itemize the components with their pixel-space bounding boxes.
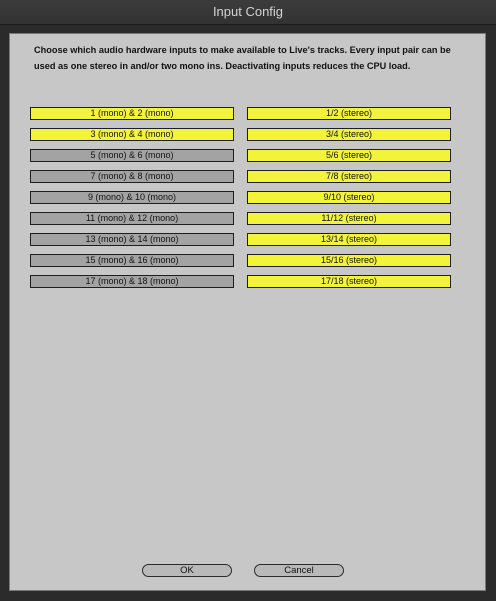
stereo-toggle-9-10[interactable]: 9/10 (stereo) (247, 191, 451, 204)
mono-toggle-11-12[interactable]: 11 (mono) & 12 (mono) (30, 212, 234, 225)
window-title: Input Config (212, 4, 284, 19)
ok-button[interactable]: OK (142, 564, 232, 577)
stereo-toggle-3-4[interactable]: 3/4 (stereo) (247, 128, 451, 141)
mono-toggle-3-4[interactable]: 3 (mono) & 4 (mono) (30, 128, 234, 141)
mono-toggle-1-2[interactable]: 1 (mono) & 2 (mono) (30, 107, 234, 120)
mono-toggle-17-18[interactable]: 17 (mono) & 18 (mono) (30, 275, 234, 288)
title-bar[interactable] (0, 0, 496, 25)
stereo-toggle-15-16[interactable]: 15/16 (stereo) (247, 254, 451, 267)
stereo-toggle-5-6[interactable]: 5/6 (stereo) (247, 149, 451, 162)
stereo-toggle-11-12[interactable]: 11/12 (stereo) (247, 212, 451, 225)
stereo-toggle-13-14[interactable]: 13/14 (stereo) (247, 233, 451, 246)
mono-toggle-7-8[interactable]: 7 (mono) & 8 (mono) (30, 170, 234, 183)
stereo-toggle-7-8[interactable]: 7/8 (stereo) (247, 170, 451, 183)
mono-toggle-15-16[interactable]: 15 (mono) & 16 (mono) (30, 254, 234, 267)
config-panel (9, 33, 486, 591)
description-text: Choose which audio hardware inputs to make available to Live's tracks. Every input pair can be used as one stereo in and/or two mono ins. Deactivating inputs reduces the CPU load. (34, 45, 451, 71)
stereo-toggle-17-18[interactable]: 17/18 (stereo) (247, 275, 451, 288)
mono-toggle-5-6[interactable]: 5 (mono) & 6 (mono) (30, 149, 234, 162)
mono-toggle-13-14[interactable]: 13 (mono) & 14 (mono) (30, 233, 234, 246)
stereo-toggle-1-2[interactable]: 1/2 (stereo) (247, 107, 451, 120)
mono-toggle-9-10[interactable]: 9 (mono) & 10 (mono) (30, 191, 234, 204)
cancel-button[interactable]: Cancel (254, 564, 344, 577)
